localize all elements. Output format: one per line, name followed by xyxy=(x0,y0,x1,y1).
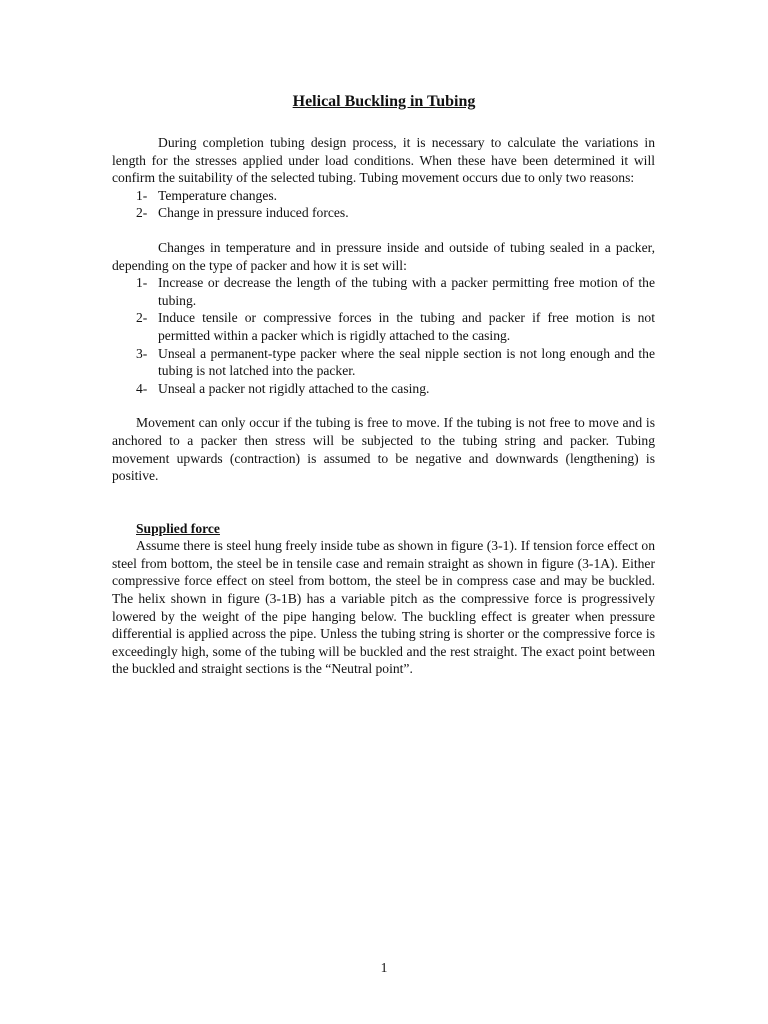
list-item xyxy=(112,274,655,309)
intro-paragraph: During completion tubing design process, it is necessary to calculate the variations in length for the stresses applied under load conditions. When these have been determined it will confirm the suitability of the selected tubing. Tubing movement occurs due to only two reasons: xyxy=(112,135,655,186)
list-item-number: 2- xyxy=(136,310,148,326)
list-item-text: Unseal a packer not rigidly attached to the casing. xyxy=(158,380,430,396)
movement-paragraph: Movement can only occur if the tubing is free to move. If the tubing is not free to move and is anchored to a packer then stress will be subjected to the tubing string and packer. Tubing movement upwards (contraction) is assumed to be negative and downwards (lengthening) is positive. xyxy=(112,415,655,484)
document-title: Helical Buckling in Tubing xyxy=(292,93,476,110)
list-item-text: Change in pressure induced forces. xyxy=(158,205,349,221)
list-item-text: Unseal a permanent-type packer where the seal nipple section is not long enough and the tubing is not latched into the packer. xyxy=(158,345,655,379)
effects-list xyxy=(112,274,655,397)
list-item xyxy=(112,309,655,344)
changes-paragraph: Changes in temperature and in pressure inside and outside of tubing sealed in a packer, depending on the type of packer and how it is set will: xyxy=(112,239,655,273)
list-item xyxy=(112,204,655,222)
section-heading: Supplied force xyxy=(136,520,220,536)
list-item-number: 1- xyxy=(136,187,148,203)
list-item xyxy=(112,345,655,380)
list-item-text: Temperature changes. xyxy=(158,187,278,203)
list-item xyxy=(112,187,655,205)
list-item xyxy=(112,380,655,398)
list-item-text: Increase or decrease the length of the tubing with a packer permitting free motion of the tubing. xyxy=(158,275,655,308)
page-number: 1 xyxy=(380,960,388,975)
list-item-number: 2- xyxy=(136,205,148,221)
reasons-list xyxy=(112,187,655,222)
list-item-text: Induce tensile or compressive forces in the tubing and packer if free motion is not permitted within a packer which is rigidly attached to the casing. xyxy=(158,310,655,343)
document-body xyxy=(112,134,655,678)
list-item-number: 4- xyxy=(136,380,148,396)
list-item-number: 1- xyxy=(136,275,148,291)
spacer xyxy=(112,485,655,520)
supplied-force-paragraph: Assume there is steel hung freely inside tube as shown in figure (3-1). If tension force effect on steel from bottom, the steel be in tensile case and remain straight as shown in figure (3-1A). Either compressive force effect on steel from bottom, the steel be in compress case and may be buckled. The helix shown in figure (3-1B) has a variable pitch as the compressive force is progressively lowered by the weight of the pipe hanging below. The buckling effect is greater when pressure differential is applied across the pipe. Unless the tubing string is shorter or the compressive force is exceedingly high, some of the tubing will be buckled and the rest straight. The exact point between the buckled and straight sections is the “Neutral point”. xyxy=(112,538,655,677)
list-item-number: 3- xyxy=(136,345,148,361)
spacer xyxy=(112,397,655,414)
spacer xyxy=(112,222,655,239)
